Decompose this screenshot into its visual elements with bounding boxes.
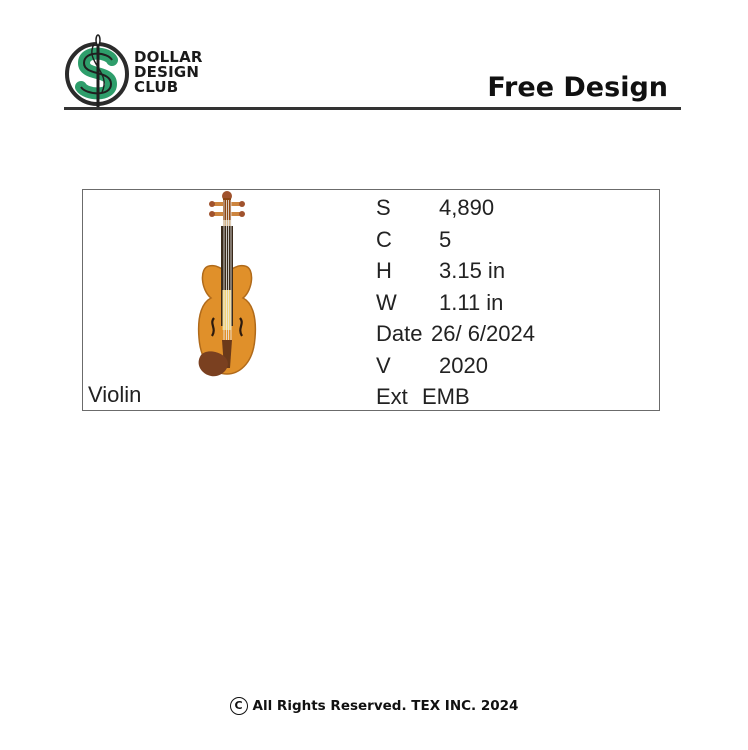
spec-value: 5	[439, 226, 452, 252]
spec-key: Ext	[376, 384, 408, 409]
spec-key: C	[376, 226, 392, 252]
design-name: Violin	[88, 382, 142, 407]
brand-logo	[64, 32, 214, 108]
spec-value: 1.11 in	[439, 289, 504, 315]
spec-value: 4,890	[439, 195, 495, 220]
spec-value: 2020	[439, 352, 488, 378]
design-info-card	[82, 189, 660, 411]
spec-key: S	[376, 195, 391, 220]
dollar-needle-logo-icon	[64, 32, 134, 108]
spec-value: 3.15 in	[439, 258, 506, 283]
page-title: Free Design	[487, 72, 668, 103]
spec-key: Date	[376, 321, 423, 346]
violin-icon	[187, 190, 267, 385]
logo-line-2: DESIGN	[134, 63, 200, 81]
copyright-icon: C	[230, 697, 248, 715]
logo-line-1: DOLLAR	[134, 48, 203, 66]
copyright-footer	[0, 697, 748, 715]
spec-key: W	[376, 289, 397, 315]
spec-key: V	[376, 352, 391, 378]
spec-value: 26/ 6/2024	[431, 321, 535, 346]
logo-wordmark	[134, 50, 203, 95]
copyright-text: All Rights Reserved. TEX INC. 2024	[252, 698, 519, 714]
spec-value: EMB	[422, 384, 470, 409]
header-divider	[64, 107, 681, 110]
spec-key: H	[376, 258, 392, 283]
logo-line-3: CLUB	[134, 78, 179, 96]
